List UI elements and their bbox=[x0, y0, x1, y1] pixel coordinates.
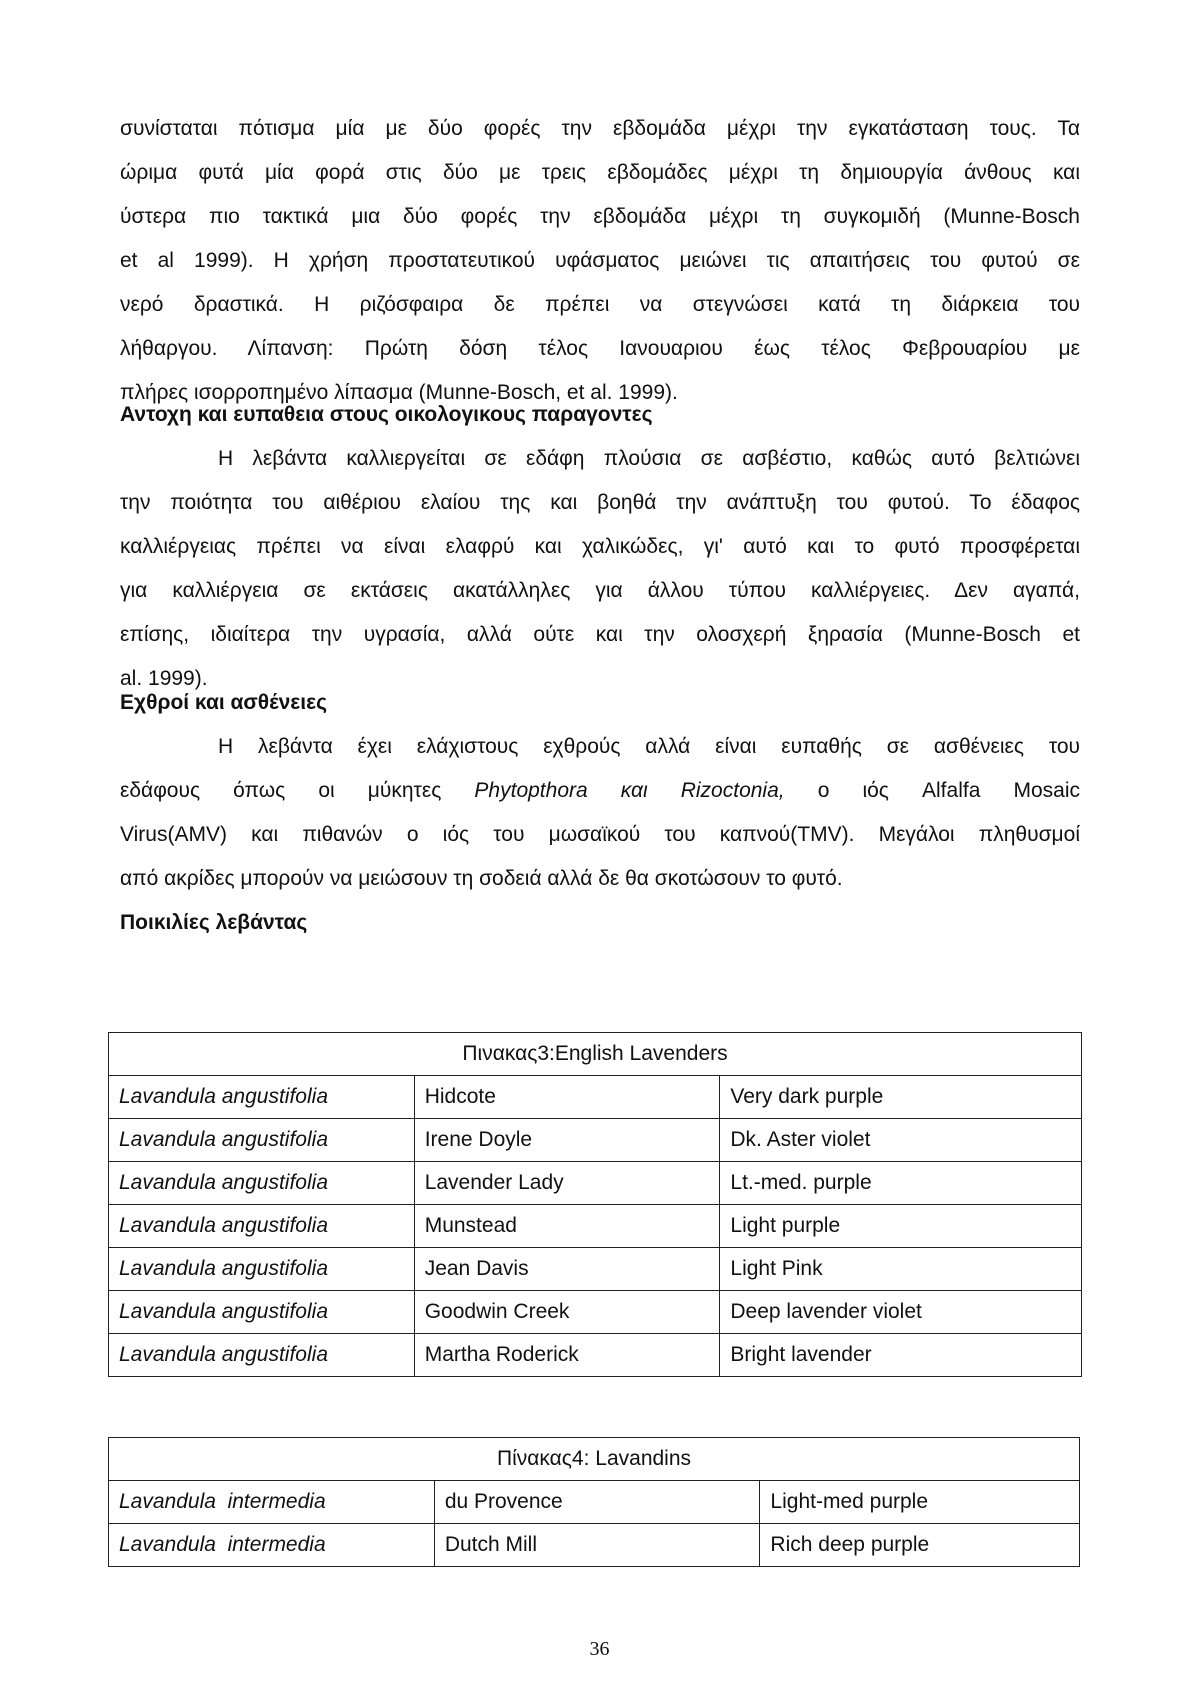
table-cell-cultivar: Goodwin Creek bbox=[414, 1291, 720, 1334]
paragraph-line: για καλλιέργεια σε εκτάσεις ακατάλληλες για άλλου τύπου καλλιέργειες. Δεν αγαπά, bbox=[120, 579, 1080, 602]
section-heading: Ποικιλίες λεβάντας bbox=[120, 911, 308, 934]
table-cell-species: Lavandula angustifolia bbox=[109, 1248, 415, 1291]
table-cell-cultivar: Hidcote bbox=[414, 1076, 720, 1119]
table-title-row bbox=[109, 1033, 1082, 1076]
paragraph-line: ώριμα φυτά μία φορά στις δύο με τρεις εβδομάδες μέχρι τη δημιουργία άνθους και bbox=[120, 161, 1080, 184]
table-cell-color: Lt.-med. purple bbox=[720, 1162, 1082, 1205]
paragraph-line: συνίσταται πότισμα μία με δύο φορές την εβδομάδα μέχρι την εγκατάσταση τους. Τα bbox=[120, 117, 1080, 140]
paragraph-line: την ποιότητα του αιθέριου ελαίου της και βοηθά την ανάπτυξη του φυτού. Το έδαφος bbox=[120, 491, 1080, 514]
species-names: Phytopthora και Rizoctonia, bbox=[474, 779, 785, 802]
table-row bbox=[109, 1076, 1082, 1119]
table-cell-cultivar: Martha Roderick bbox=[414, 1334, 720, 1377]
table-cell-cultivar: Lavender Lady bbox=[414, 1162, 720, 1205]
table-cell-color: Light-med purple bbox=[760, 1481, 1080, 1524]
table-row bbox=[109, 1524, 1080, 1567]
section-heading: Αντοχη και ευπαθεια στους οικολογικους παραγοντες bbox=[120, 403, 653, 426]
table-row bbox=[109, 1334, 1082, 1377]
table-title: Πίνακας4: Lavandins bbox=[109, 1438, 1080, 1481]
table-cell-color: Deep lavender violet bbox=[720, 1291, 1082, 1334]
table-row bbox=[109, 1119, 1082, 1162]
section-heading: Εχθροί και ασθένειες bbox=[120, 691, 327, 714]
table-cell-color: Light purple bbox=[720, 1205, 1082, 1248]
table-cell-species: Lavandula intermedia bbox=[109, 1524, 435, 1567]
paragraph-line: καλλιέργειας πρέπει να είναι ελαφρύ και χαλικώδες, γι' αυτό και το φυτό προσφέρεται bbox=[120, 535, 1080, 558]
table-title: Πινακας3:English Lavenders bbox=[109, 1033, 1082, 1076]
paragraph-line: πλήρες ισορροπημένο λίπασμα (Munne-Bosch, et al. 1999). bbox=[120, 381, 678, 404]
text-run: ο ιός Alfalfa Mosaic bbox=[784, 779, 1080, 802]
table-cell-species: Lavandula angustifolia bbox=[109, 1119, 415, 1162]
table-row bbox=[109, 1248, 1082, 1291]
table-cell-color: Rich deep purple bbox=[760, 1524, 1080, 1567]
table-cell-color: Dk. Aster violet bbox=[720, 1119, 1082, 1162]
paragraph-line: επίσης, ιδιαίτερα την υγρασία, αλλά ούτε και την ολοσχερή ξηρασία (Munne-Bosch et bbox=[120, 623, 1080, 646]
table-cell-species: Lavandula angustifolia bbox=[109, 1205, 415, 1248]
table-cell-cultivar: Irene Doyle bbox=[414, 1119, 720, 1162]
table-cell-cultivar: Dutch Mill bbox=[434, 1524, 760, 1567]
paragraph-line: Η λεβάντα καλλιεργείται σε εδάφη πλούσια σε ασβέστιο, καθώς αυτό βελτιώνει bbox=[218, 447, 1080, 470]
paragraph-line: et al 1999). Η χρήση προστατευτικού υφάσματος μειώνει τις απαιτήσεις του φυτού σε bbox=[120, 249, 1080, 272]
table-cell-cultivar: Jean Davis bbox=[414, 1248, 720, 1291]
paragraph-line: ύστερα πιο τακτικά μια δύο φορές την εβδομάδα μέχρι τη συγκομιδή (Munne-Bosch bbox=[120, 205, 1080, 228]
table-row bbox=[109, 1205, 1082, 1248]
table-cell-species: Lavandula angustifolia bbox=[109, 1291, 415, 1334]
table-cell-species: Lavandula intermedia bbox=[109, 1481, 435, 1524]
table-row bbox=[109, 1291, 1082, 1334]
paragraph-line: Virus(AMV) και πιθανών ο ιός του μωσαϊκού του καπνού(TMV). Μεγάλοι πληθυσμοί bbox=[120, 823, 1080, 846]
paragraph-line: al. 1999). bbox=[120, 667, 208, 690]
table-cell-species: Lavandula angustifolia bbox=[109, 1334, 415, 1377]
table-cell-species: Lavandula angustifolia bbox=[109, 1076, 415, 1119]
table-cell-color: Bright lavender bbox=[720, 1334, 1082, 1377]
table-cell-species: Lavandula angustifolia bbox=[109, 1162, 415, 1205]
table-cell-color: Very dark purple bbox=[720, 1076, 1082, 1119]
table-cell-color: Light Pink bbox=[720, 1248, 1082, 1291]
paragraph-line: Η λεβάντα έχει ελάχιστους εχθρούς αλλά είναι ευπαθής σε ασθένειες του bbox=[218, 735, 1080, 758]
paragraph-line: από ακρίδες μπορούν να μειώσουν τη σοδειά αλλά δε θα σκοτώσουν το φυτό. bbox=[120, 867, 843, 890]
paragraph-line bbox=[120, 780, 1080, 801]
table-row bbox=[109, 1162, 1082, 1205]
lavandins-table bbox=[108, 1437, 1080, 1567]
page-number: 36 bbox=[589, 1638, 610, 1660]
paragraph-line: νερό δραστικά. Η ριζόσφαιρα δε πρέπει να στεγνώσει κατά τη διάρκεια του bbox=[120, 293, 1080, 316]
paragraph-line: λήθαργου. Λίπανση: Πρώτη δόση τέλος Ιανουαριου έως τέλος Φεβρουαρίου με bbox=[120, 337, 1080, 360]
english-lavenders-table bbox=[108, 1032, 1082, 1377]
table-row bbox=[109, 1481, 1080, 1524]
table-cell-cultivar: du Provence bbox=[434, 1481, 760, 1524]
table-cell-cultivar: Munstead bbox=[414, 1205, 720, 1248]
table-title-row bbox=[109, 1438, 1080, 1481]
text-run: εδάφους όπως οι μύκητες bbox=[120, 779, 475, 802]
